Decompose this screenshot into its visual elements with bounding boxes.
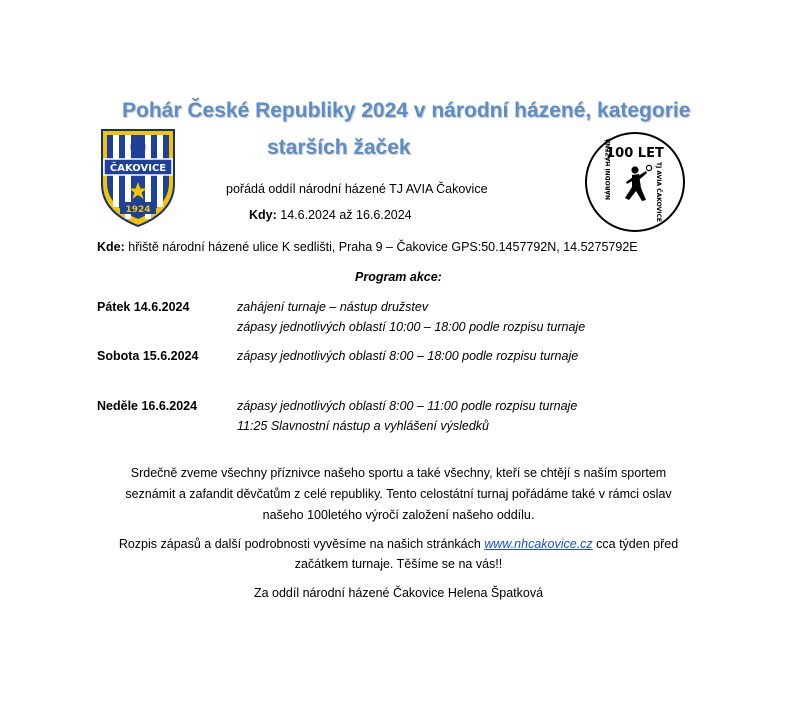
- info-line-2: začátkem turnaje. Těšíme se na vás!!: [294, 557, 503, 571]
- schedule-day-3-line-2: 11:25 Slavnostní nástup a vyhlášení výsledků: [237, 419, 490, 433]
- logo-left-top: N H: [129, 143, 147, 152]
- where-label: Kde:: [97, 240, 125, 254]
- logo-right-left-text: NÁRODNÍ HÁZENÁ: [605, 138, 612, 200]
- info-after-link: cca týden před: [592, 537, 679, 551]
- when-value: 14.6.2024 až 16.6.2024: [276, 208, 412, 222]
- schedule-day-1-line-1: zahájení turnaje – nástup družstev: [237, 300, 429, 314]
- schedule-day-3: Neděle 16.6.2024: [97, 399, 198, 413]
- schedule-day-1: Pátek 14.6.2024: [97, 300, 190, 314]
- logo-left-name: ČAKOVICE: [109, 163, 167, 174]
- schedule-day-1-line-2: zápasy jednotlivých oblastí 10:00 – 18:00 podle rozpisu turnaje: [237, 320, 586, 334]
- logo-right-title: 100 LET: [606, 146, 664, 161]
- when-label: Kdy:: [249, 208, 277, 222]
- cakovice-club-logo: [98, 126, 178, 228]
- where-row: [97, 240, 638, 254]
- program-heading: Program akce:: [355, 270, 442, 284]
- schedule-day-2-line-1: zápasy jednotlivých oblastí 8:00 – 18:00 podle rozpisu turnaje: [237, 349, 579, 363]
- where-value: hřiště národní házené ulice K sedlišti, Praha 9 – Čakovice GPS:50.1457792N, 14.5275792E: [124, 240, 638, 254]
- website-link[interactable]: www.nhcakovice.cz: [484, 537, 593, 551]
- invite-line-2: seznámit a zafandit děvčatům z celé republiky. Tento celostátní turnaj pořádáme také v rámci oslav: [125, 487, 672, 501]
- logo-left-year: 1924: [125, 205, 151, 215]
- invite-line-3: našeho 100letého výročí založení našeho oddílu.: [262, 508, 535, 522]
- invite-line-1: Srdečně zveme všechny příznivce našeho sportu a také všechny, kteří se chtějí s naším sportem: [130, 466, 667, 480]
- info-line-1: [0, 537, 797, 551]
- 100-let-logo: [583, 130, 687, 234]
- info-before-link: Rozpis zápasů a další podrobnosti vyvěsíme na našich stránkách: [118, 537, 485, 551]
- logo-right-right-text: TJ AVIA ČAKOVICE: [655, 162, 662, 223]
- title-line-2: starších žaček: [267, 136, 411, 159]
- title-line-1: Pohár České Republiky 2024 v národní házené, kategorie: [122, 99, 691, 122]
- schedule-day-2: Sobota 15.6.2024: [97, 349, 199, 363]
- schedule-day-3-line-1: zápasy jednotlivých oblastí 8:00 – 11:00 podle rozpisu turnaje: [237, 399, 578, 413]
- organizer-text: pořádá oddíl národní házené TJ AVIA Čakovice: [226, 182, 488, 196]
- signature: Za oddíl národní házené Čakovice Helena Špatková: [253, 586, 544, 600]
- when-row: [249, 208, 412, 222]
